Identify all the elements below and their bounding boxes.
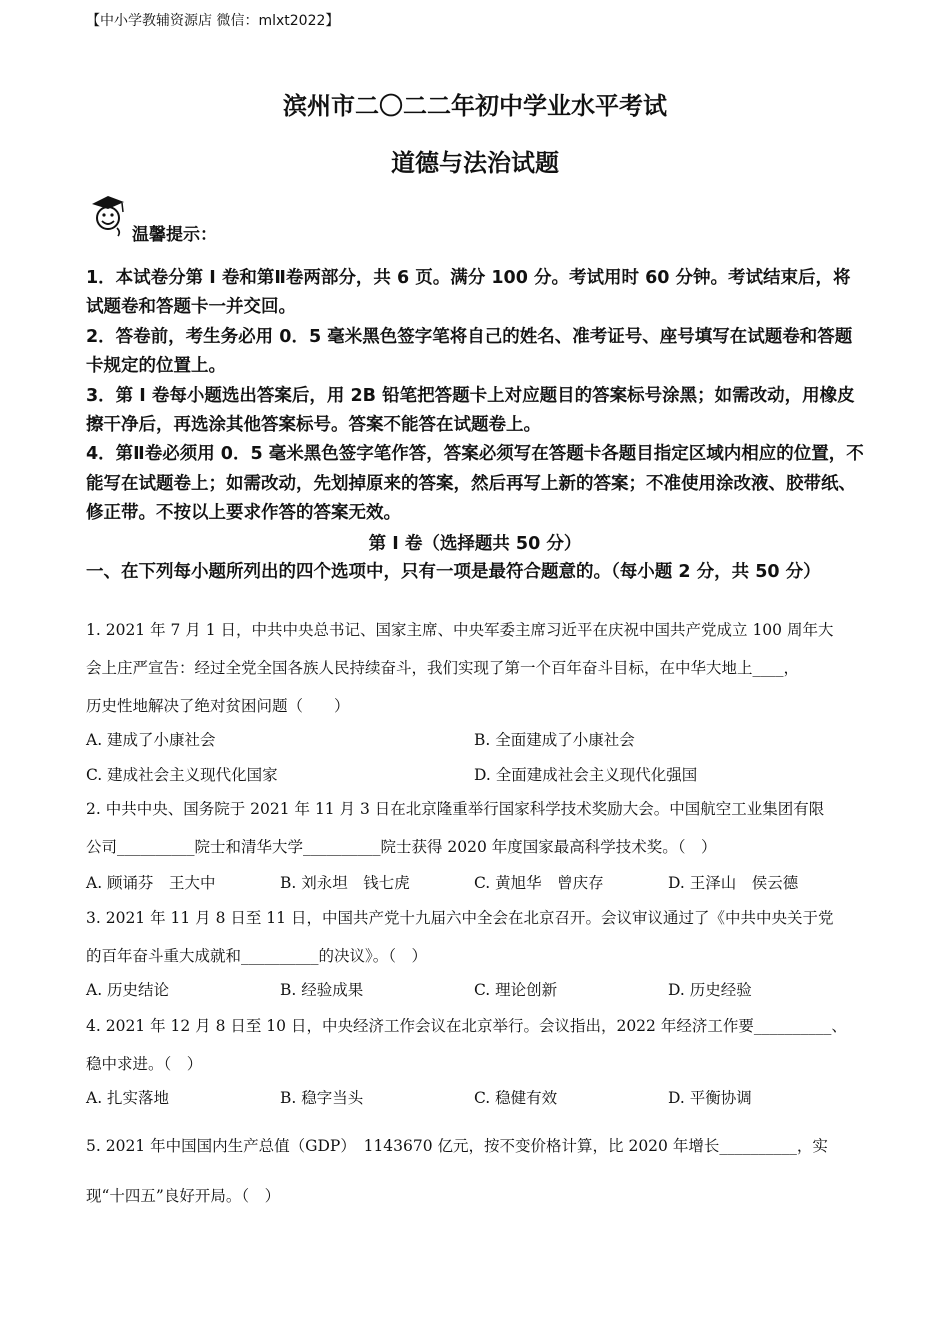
question-line: 5. 2021 年中国国内生产总值（GDP） 1143670 亿元，按不变价格计算，比 2020 年增长__________，实 — [86, 1137, 828, 1155]
option-d: D. 历史经验 — [668, 981, 752, 999]
question-1-options-row1 — [86, 728, 866, 750]
question-line: 稳中求进。（ ） — [86, 1055, 203, 1073]
question-line: 2. 中共中央、国务院于 2021 年 11 月 3 日在北京隆重举行国家科学技术奖励大会。中国航空工业集团有限 — [86, 800, 825, 818]
notice-item: 2．答卷前，考生务必用 0．5 毫米黑色签字笔将自己的姓名、准考证号、座号填写在试题卷和答题卡规定的位置上。 — [86, 326, 853, 377]
option-a: A. 历史结论 — [86, 981, 170, 999]
header-note: 【中小学教辅资源店 微信：mlxt2022】 — [86, 13, 340, 29]
question-line: 4. 2021 年 12 月 8 日至 10 日，中央经济工作会议在北京举行。会议指出，2022 年经济工作要__________、 — [86, 1017, 847, 1035]
question-line: 公司__________院士和清华大学__________院士获得 2020 年度国家最高科学技术奖。（ ） — [86, 838, 717, 856]
option-c: C. 理论创新 — [474, 981, 558, 999]
notice-list — [86, 264, 866, 529]
option-c: C. 稳健有效 — [474, 1089, 558, 1107]
question-line: 1. 2021 年 7 月 1 日，中共中央总书记、国家主席、中央军委主席习近平在庆祝中国共产党成立 100 周年大 — [86, 621, 834, 639]
option-b: B. 刘永坦 钱七虎 — [280, 874, 410, 892]
option-a: A. 顾诵芬 王大中 — [86, 874, 216, 892]
option-b: B. 经验成果 — [280, 981, 364, 999]
tip-label: 温馨提示： — [132, 225, 217, 245]
option-d: D. 王泽山 侯云德 — [668, 874, 799, 892]
exam-subtitle: 道德与法治试题 — [391, 149, 559, 177]
notice-item: 1．本试卷分第 I 卷和第Ⅱ卷两部分，共 6 页。满分 100 分。考试用时 60 分钟。考试结束后，将试题卷和答题卡一并交回。 — [86, 268, 851, 318]
notice-item: 3．第 I 卷每小题选出答案后，用 2B 铅笔把答题卡上对应题目的答案标号涂黑；如需改动，用橡皮擦干净后，再选涂其他答案标号。答案不能答在试题卷上。 — [86, 385, 855, 436]
question-line: 会上庄严宣告：经过全党全国各族人民持续奋斗，我们实现了第一个百年奋斗目标，在中华大地上____， — [86, 659, 800, 677]
question-line: 现“十四五”良好开局。（ ） — [86, 1187, 281, 1205]
question-4-options — [86, 1086, 866, 1108]
option-c: C. 建成社会主义现代化国家 — [86, 766, 278, 784]
question-line: 历史性地解决了绝对贫困问题（ ） — [86, 697, 350, 715]
exam-title: 滨州市二〇二二年初中学业水平考试 — [283, 92, 667, 120]
option-a: A. 扎实落地 — [86, 1089, 170, 1107]
option-b: B. 稳字当头 — [280, 1089, 364, 1107]
option-c: C. 黄旭华 曾庆存 — [474, 874, 604, 892]
question-3-options — [86, 978, 866, 1000]
notice-item: 4．第Ⅱ卷必须用 0．5 毫米黑色签字笔作答，答案必须写在答题卡各题目指定区域内相应的位置，不能写在试题卷上；如需改动，先划掉原来的答案，然后再写上新的答案；不准使用涂改液、胶带纸、修正带。不按以上要求作答的答案无效。 — [86, 444, 864, 524]
question-line: 3. 2021 年 11 月 8 日至 11 日，中国共产党十九届六中全会在北京召开。会议审议通过了《中共中央关于党 — [86, 909, 834, 927]
part-heading: 一、在下列每小题所列出的四个选项中，只有一项是最符合题意的。（每小题 2 分，共 50 分） — [86, 562, 821, 582]
question-line: 的百年奋斗重大成就和__________的决议》。（ ） — [86, 947, 428, 965]
option-d: D. 全面建成社会主义现代化强国 — [474, 766, 698, 784]
option-b: B. 全面建成了小康社会 — [474, 731, 635, 749]
tip-section — [86, 192, 286, 245]
section-title: 第 I 卷（选择题共 50 分） — [368, 534, 582, 554]
option-d: D. 平衡协调 — [668, 1089, 752, 1107]
question-2-options — [86, 871, 866, 893]
smiley-graduate-icon — [86, 192, 132, 238]
option-a: A. 建成了小康社会 — [86, 731, 216, 749]
question-1-options-row2 — [86, 763, 866, 785]
